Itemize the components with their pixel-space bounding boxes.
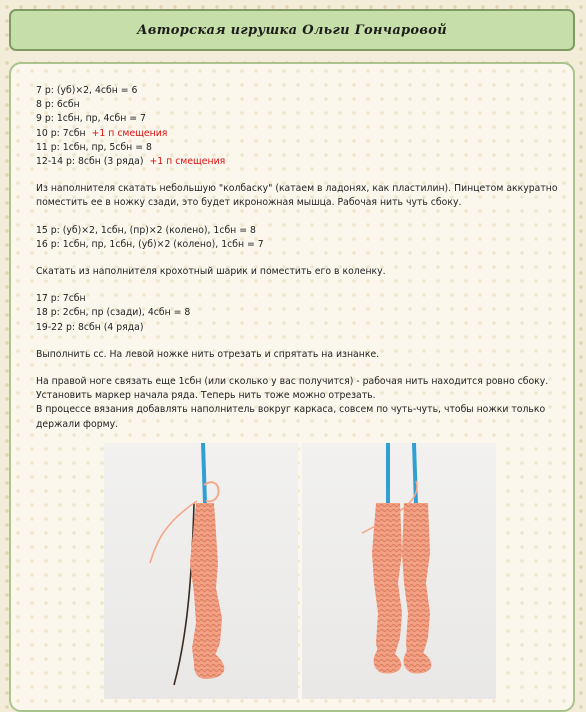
offset-note: +1 п смещения: [91, 127, 168, 139]
paragraph-line: Выполнить сс. На левой ножке нить отрезать и спрятать на изнанке.: [36, 348, 380, 360]
paragraph-line: На правой ноге связать еще 1сбн (или сколько у вас получится) - рабочая нить находится ровно сбоку.: [36, 376, 549, 388]
row-9: 9 р: 1сбн, пр, 4сбн = 7: [36, 113, 146, 125]
row-10: 10 р: 7сбн +1 п смещения: [36, 127, 168, 139]
page-title: Авторская игрушка Ольги Гончаровой: [137, 22, 447, 38]
paragraph-line: Установить маркер начала ряда. Теперь нить тоже можно отрезать.: [36, 390, 376, 402]
row-12-14: 12-14 р: 8сбн (3 ряда) +1 п смещения: [36, 156, 226, 168]
pattern-text: [36, 84, 556, 432]
paragraph-line: держали форму.: [36, 418, 119, 430]
leg-photo-single: [104, 443, 298, 699]
paragraph-line: В процессе вязания добавлять наполнитель вокруг каркаса, совсем по чуть-чуть, чтобы ножки только: [36, 404, 546, 416]
leg-photo-pair: [302, 443, 496, 699]
paragraph-line: Из наполнителя скатать небольшую "колбаску" (катаем в ладонях, как пластилин). Пинцетом аккуратно: [36, 183, 558, 195]
offset-note: +1 п смещения: [149, 156, 226, 168]
row-7: 7 р: (уб)×2, 4сбн = 6: [36, 85, 138, 96]
paragraph-line: поместить ее в ножку сзади, это будет икроножная мышца. Рабочая нить чуть сбоку.: [36, 197, 462, 209]
row-11: 11 р: 1сбн, пр, 5сбн = 8: [36, 141, 152, 153]
header-banner: [9, 9, 575, 51]
paragraph-line: Скатать из наполнителя крохотный шарик и поместить его в коленку.: [36, 266, 386, 278]
row-18: 18 р: 2сбн, пр (сзади), 4сбн = 8: [36, 307, 191, 319]
row-16: 16 р: 1сбн, пр, 1сбн, (уб)×2 (колено), 1сбн = 7: [36, 238, 264, 250]
row-17: 17 р: 7сбн: [36, 293, 86, 305]
row-19-22: 19-22 р: 8сбн (4 ряда): [36, 321, 144, 333]
row-15: 15 р: (уб)×2, 1сбн, (пр)×2 (колено), 1сбн = 8: [36, 224, 256, 236]
row-8: 8 р: 6сбн: [36, 99, 80, 111]
